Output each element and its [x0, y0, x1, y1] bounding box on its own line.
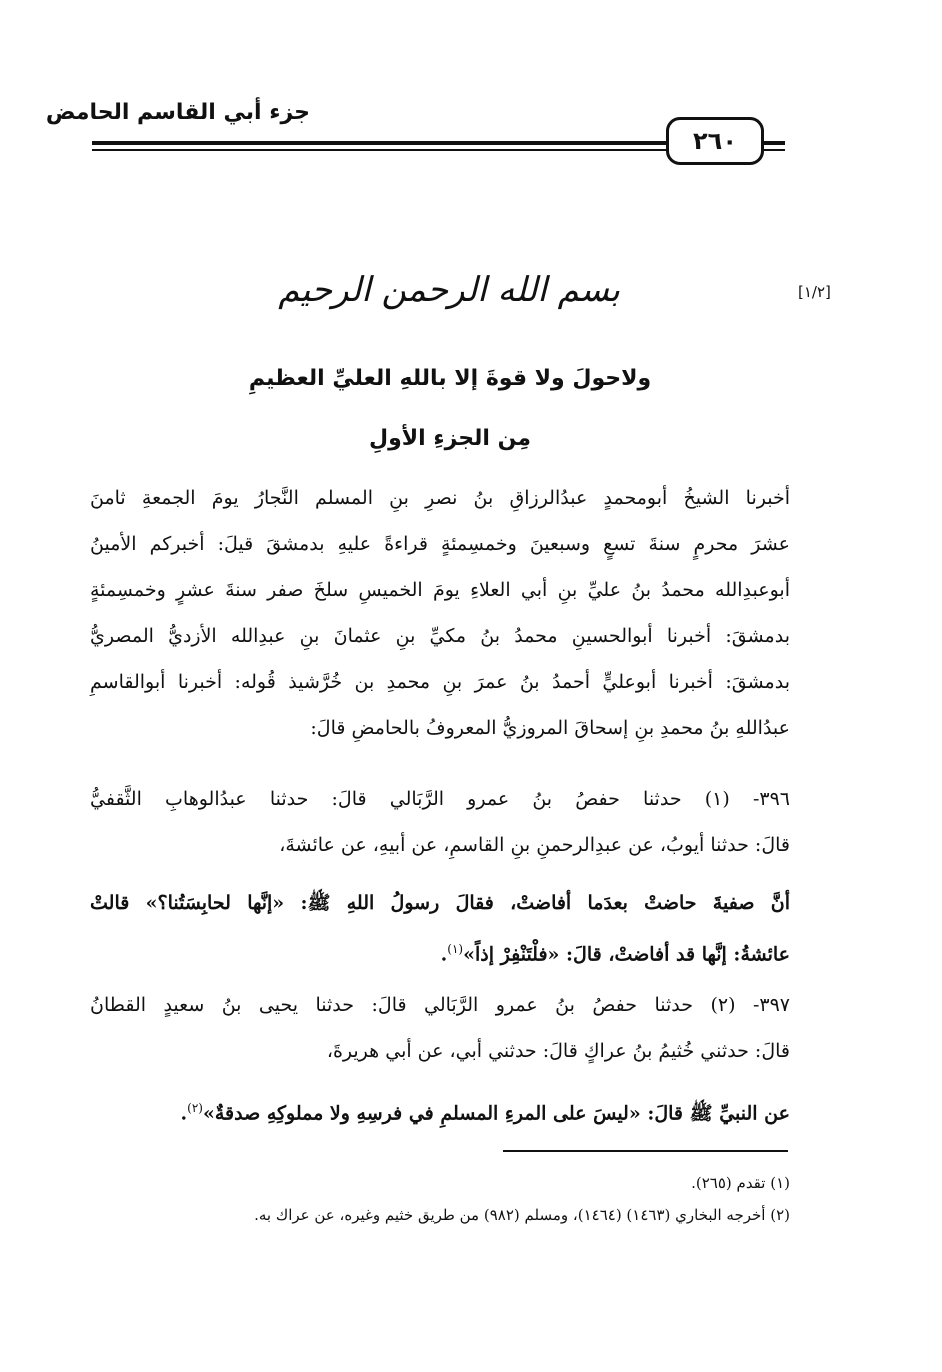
running-header-title: جزء أبي القاسم الحامض: [45, 100, 310, 125]
sentence-end: .: [440, 943, 448, 966]
hadith-2-isnad-line: قالَ: حدثني خُثيمُ بنُ عراكٍ قالَ: حدثني أبي، عن أبي هريرةَ،: [326, 1040, 790, 1062]
opening-formula-heading: ولاحولَ ولا قوةَ إلا باللهِ العليِّ العظيمِ: [248, 366, 652, 391]
footnote-2: (٢) أخرجه البخاري (١٤٦٣) (١٤٦٤)، ومسلم (٩٨٢) من طريق خثيم وغيره، عن عراك به.: [254, 1206, 790, 1224]
intro-line: بدمشقَ: أخبرنا أبوعليٍّ أحمدُ بنُ عمرَ بنِ محمدِ بن خُرَّشيذ قُوله: أخبرنا أبوالقاسمِ: [90, 671, 790, 693]
hadith-1-isnad-line: ٣٩٦- (١) حدثنا حفصُ بنُ عمرو الرَّبَالي قالَ: حدثنا عبدُالوهابِ الثَّقفيُّ: [90, 788, 790, 810]
section-heading: مِن الجزءِ الأولِ: [368, 426, 531, 451]
hadith-2-matn-text: عن النبيِّ ﷺ قالَ: «ليسَ على المرءِ المسلمِ في فرسِهِ ولا مملوكِهِ صدقةٌ»: [202, 1102, 790, 1125]
footnote-separator: [503, 1150, 788, 1152]
intro-line: بدمشقَ: أخبرنا أبوالحسينِ محمدُ بنُ مكيِّ بنِ عثمانَ بنِ عبدِالله الأزديُّ المصريُّ: [90, 625, 790, 647]
hadith-1-matn-line: [90, 929, 790, 969]
hadith-1-matn-text: عائشةُ: إنَّها قد أفاضتْ، قالَ: «فلْتَنْفِرْ إذاً»: [463, 943, 790, 966]
intro-line: أخبرنا الشيخُ أبومحمدٍ عبدُالرزاقِ بنُ نصرِ بنِ المسلم النَّجارُ يومَ الجمعةِ ثامنَ: [90, 487, 790, 509]
hadith-2-matn-line: [90, 1088, 790, 1128]
hadith-2-isnad-line: ٣٩٧- (٢) حدثنا حفصُ بنُ عمرو الرَّبَالي قالَ: حدثنا يحيى بنُ سعيدٍ القطانُ: [90, 994, 790, 1016]
intro-line: أبوعبدِالله محمدُ بنُ عليِّ بنِ أبي العلاءِ يومَ الخميسِ سلخَ صفر سنةَ عشرٍ وخمسِمئةٍ: [90, 579, 790, 601]
hadith-1-matn-line: أنَّ صفيةَ حاضتْ بعدَما أفاضتْ، فقالَ رسولُ اللهِ ﷺ: «إنَّها لحابِسَتُنا؟» قالتْ: [90, 892, 790, 914]
basmala-calligraphy: بسم الله الرحمن الرحيم: [278, 270, 620, 310]
footnote-marker-2[interactable]: (٢): [187, 1101, 203, 1115]
page-number: ٢٦٠: [666, 117, 764, 165]
hadith-1-isnad-line: قالَ: حدثنا أيوبُ، عن عبدِالرحمنِ بنِ القاسمِ، عن أبيهِ، عن عائشةَ،: [279, 834, 790, 856]
footnote-1: (١) تقدم (٢٦٥).: [691, 1174, 790, 1192]
manuscript-folio-reference: [١/٢]: [798, 283, 831, 301]
intro-line: عشرَ محرمٍ سنةَ تسعٍ وسبعينَ وخمسِمئةٍ قراءةً عليهِ بدمشقَ قيلَ: أخبركم الأمينُ: [90, 533, 790, 555]
footnote-marker-1[interactable]: (١): [447, 942, 464, 956]
sentence-end: .: [180, 1102, 188, 1125]
intro-line: عبدُاللهِ بنُ محمدِ بنِ إسحاقَ المروزيُّ المعروفُ بالحامضِ قالَ:: [310, 717, 790, 739]
